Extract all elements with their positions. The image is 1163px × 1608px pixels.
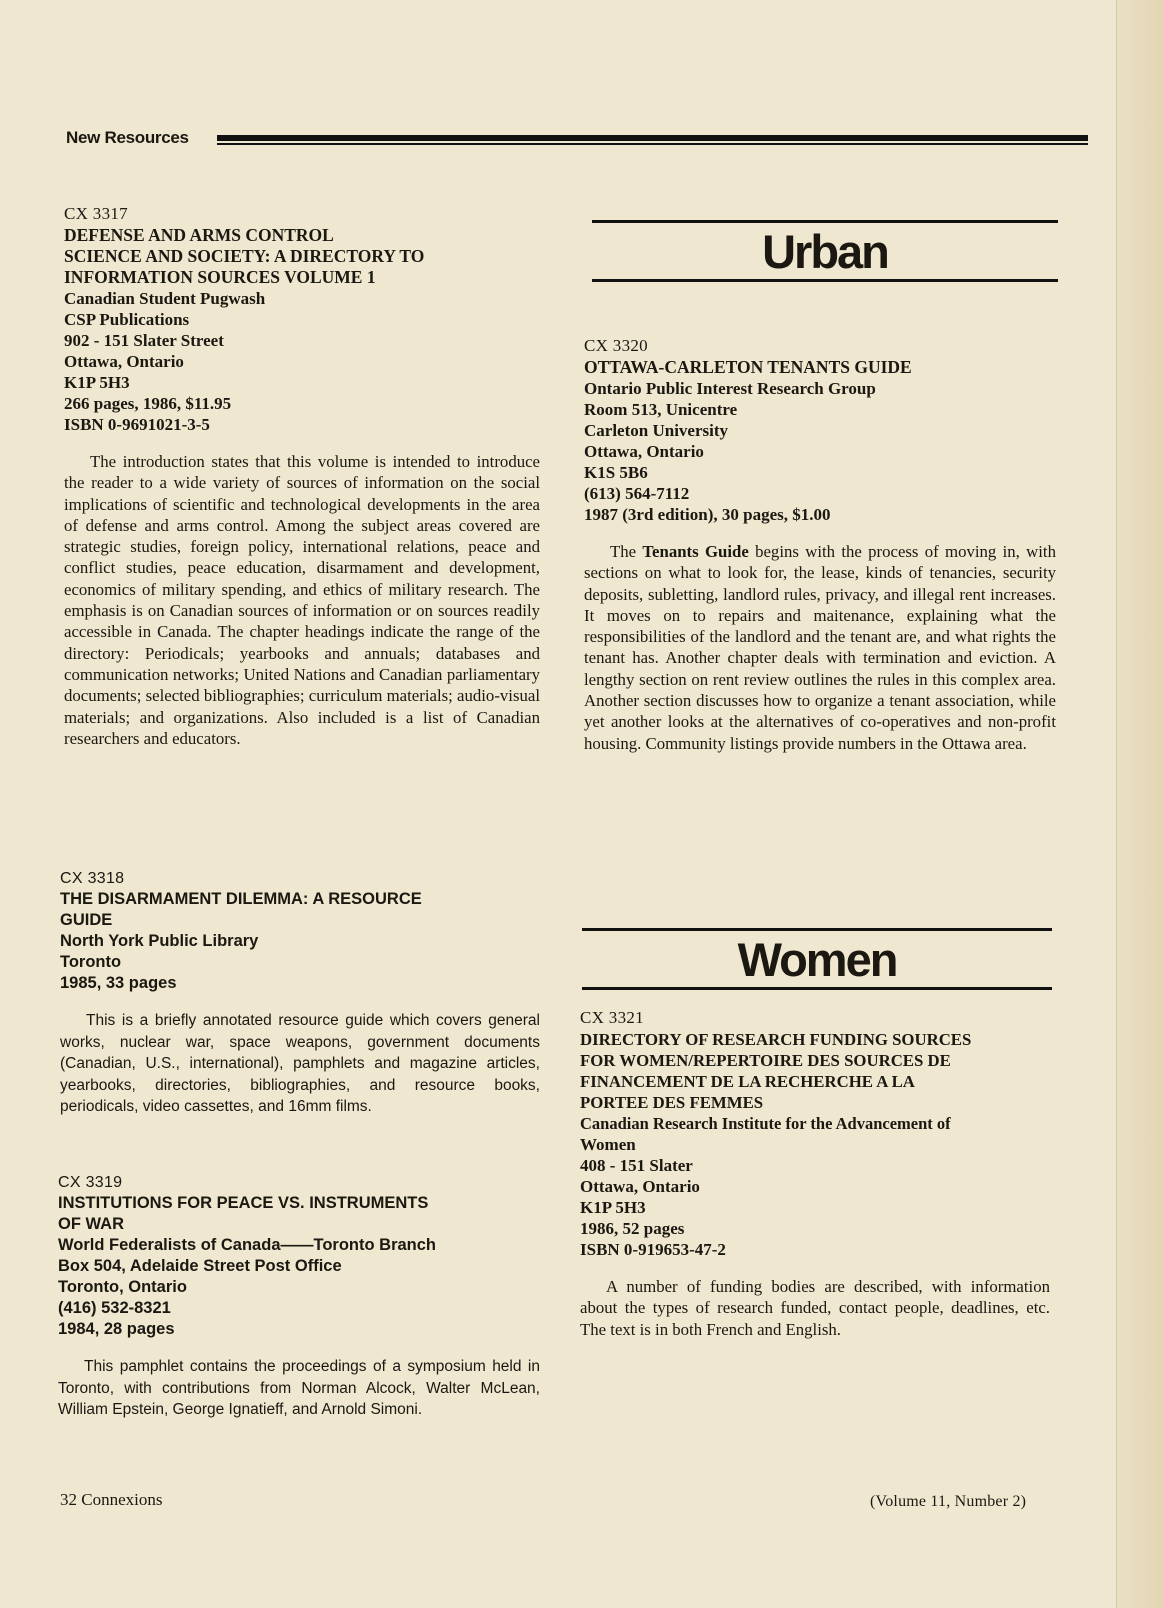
entry-detail: Toronto, Ontario bbox=[58, 1278, 187, 1296]
description-lead: The bbox=[610, 542, 643, 561]
entry-detail: World Federalists of Canada——Toronto Branch bbox=[58, 1236, 437, 1254]
description-body: begins with the process of moving in, with sections on what to look for, the lease, kinds of tenancies, security deposits, subletting, landlord rules, privacy, and illegal rent increases. It moves on to repairs and maitenance, explaining what the responsibilities of the landlord and the tenant are, and what rights the tenant has. Another chapter deals with termination and eviction. A lengthy section on rent review outlines the rules in this complex area. Another section discusses how to organize a tenant association, while yet another looks at the alternatives of co-operatives and non-profit housing. Community listings provide numbers in the Ottawa area. bbox=[584, 542, 1056, 753]
entry-detail: Ottawa, Ontario bbox=[64, 352, 184, 371]
entry-title-line: FOR WOMEN/REPERTOIRE DES SOURCES DE bbox=[580, 1051, 951, 1070]
entry-title-line: DEFENSE AND ARMS CONTROL bbox=[64, 225, 334, 245]
entry-detail: K1P 5H3 bbox=[64, 373, 130, 392]
entry-title-line: GUIDE bbox=[60, 911, 113, 929]
entry-detail: Ottawa, Ontario bbox=[584, 442, 704, 461]
entry-title-line: INSTITUTIONS FOR PEACE VS. INSTRUMENTS bbox=[58, 1194, 429, 1212]
entry-detail: K1P 5H3 bbox=[580, 1198, 646, 1217]
entry-detail: 266 pages, 1986, $11.95 bbox=[64, 394, 232, 413]
footer-page-number: 32 Connexions bbox=[60, 1490, 163, 1509]
entry-cx3320 bbox=[584, 336, 1056, 754]
entry-cx3321 bbox=[580, 1008, 1050, 1340]
header-rule bbox=[217, 135, 1088, 141]
footer-volume: (Volume 11, Number 2) bbox=[870, 1493, 1027, 1510]
entry-detail: ISBN 0-9691021-3-5 bbox=[64, 415, 210, 434]
entry-detail: Room 513, Unicentre bbox=[584, 400, 738, 419]
entry-title-line: PORTEE DES FEMMES bbox=[580, 1093, 764, 1112]
entry-cx3318 bbox=[60, 870, 540, 1118]
entry-detail: North York Public Library bbox=[60, 932, 259, 950]
entry-description: This is a briefly annotated resource guide which covers general works, nuclear war, space weapons, government documents (Canadian, U.S., international), pamphlets and magazine articles, yearbooks, directories, bibliographies, and resource books, periodicals, video cassettes, and 16mm films. bbox=[60, 1012, 540, 1115]
category-heading-urban bbox=[592, 220, 1058, 282]
entry-title-line: THE DISARMAMENT DILEMMA: A RESOURCE bbox=[60, 890, 422, 908]
entry-title-line: INFORMATION SOURCES VOLUME 1 bbox=[64, 267, 376, 287]
entry-description: A number of funding bodies are described, with information about the types of research funded, contact people, deadlines, etc. The text is in both French and English. bbox=[580, 1277, 1050, 1339]
entry-code: CX 3317 bbox=[64, 204, 128, 223]
section-label: New Resources bbox=[66, 128, 189, 147]
description-bold-title: Tenants Guide bbox=[642, 542, 749, 561]
entry-title-line: OF WAR bbox=[58, 1215, 124, 1233]
category-heading-women bbox=[582, 928, 1052, 990]
entry-description bbox=[584, 541, 1056, 754]
entry-detail: (416) 532-8321 bbox=[58, 1299, 171, 1317]
category-title: Urban bbox=[762, 225, 888, 278]
entry-title-line: FINANCEMENT DE LA RECHERCHE A LA bbox=[580, 1072, 915, 1091]
entry-detail: CSP Publications bbox=[64, 310, 190, 329]
entry-detail: 1985, 33 pages bbox=[60, 974, 177, 992]
entry-detail: Toronto bbox=[60, 953, 122, 971]
category-title: Women bbox=[737, 933, 897, 986]
entry-title-line: OTTAWA-CARLETON TENANTS GUIDE bbox=[584, 357, 912, 377]
entry-description: This pamphlet contains the proceedings of a symposium held in Toronto, with contributions from Norman Alcock, Walter McLean, William Epstein, George Ignatieff, and Arnold Simoni. bbox=[58, 1358, 540, 1418]
entry-detail: ISBN 0-919653-47-2 bbox=[580, 1240, 726, 1259]
entry-title-line: SCIENCE AND SOCIETY: A DIRECTORY TO bbox=[64, 246, 425, 266]
entry-detail: Canadian Research Institute for the Advancement of bbox=[580, 1114, 951, 1133]
page-header bbox=[66, 126, 1088, 156]
entry-detail: 902 - 151 Slater Street bbox=[64, 331, 224, 350]
heading-rule bbox=[592, 220, 1058, 223]
entry-detail: Carleton University bbox=[584, 421, 729, 440]
entry-detail: Box 504, Adelaide Street Post Office bbox=[58, 1257, 342, 1275]
heading-rule bbox=[592, 279, 1058, 282]
entry-detail: 1986, 52 pages bbox=[580, 1219, 685, 1238]
entry-detail: Ottawa, Ontario bbox=[580, 1177, 700, 1196]
heading-rule bbox=[582, 987, 1052, 990]
entry-title-line: DIRECTORY OF RESEARCH FUNDING SOURCES bbox=[580, 1030, 972, 1049]
entry-detail: 408 - 151 Slater bbox=[580, 1156, 693, 1175]
entry-code: CX 3319 bbox=[58, 1174, 123, 1191]
page-edge bbox=[1116, 0, 1163, 1608]
entry-code: CX 3318 bbox=[60, 870, 125, 887]
header-rule-thin bbox=[217, 143, 1088, 145]
entry-detail: Canadian Student Pugwash bbox=[64, 289, 266, 308]
entry-code: CX 3321 bbox=[580, 1008, 644, 1027]
heading-rule bbox=[582, 928, 1052, 931]
entry-cx3317 bbox=[64, 204, 540, 749]
entry-detail: Women bbox=[580, 1135, 636, 1154]
entry-detail: 1987 (3rd edition), 30 pages, $1.00 bbox=[584, 505, 831, 524]
entry-description: The introduction states that this volume is intended to introduce the reader to a wide variety of sources of information on the social implications of scientific and technological developments in the area of defense and arms control. Among the subject areas covered are strategic studies, foreign policy, international relations, peace and conflict studies, peace education, disarmament and development, economics of military spending, and ethics of military research. The emphasis is on Canadian sources of information or on sources readily accessible in Canada. The chapter headings indicate the range of the directory: Periodicals; yearbooks and annuals; databases and communication networks; United Nations and Canadian parliamentary documents; selected bibliographies; curriculum materials; audio-visual materials; and organizations. Also included is a list of Canadian researchers and educators. bbox=[64, 452, 540, 748]
entry-cx3319 bbox=[58, 1174, 540, 1421]
entry-detail: K1S 5B6 bbox=[584, 463, 648, 482]
entry-detail: Ontario Public Interest Research Group bbox=[584, 379, 876, 398]
entry-detail: (613) 564-7112 bbox=[584, 484, 690, 503]
entry-detail: 1984, 28 pages bbox=[58, 1320, 175, 1338]
entry-code: CX 3320 bbox=[584, 336, 648, 355]
